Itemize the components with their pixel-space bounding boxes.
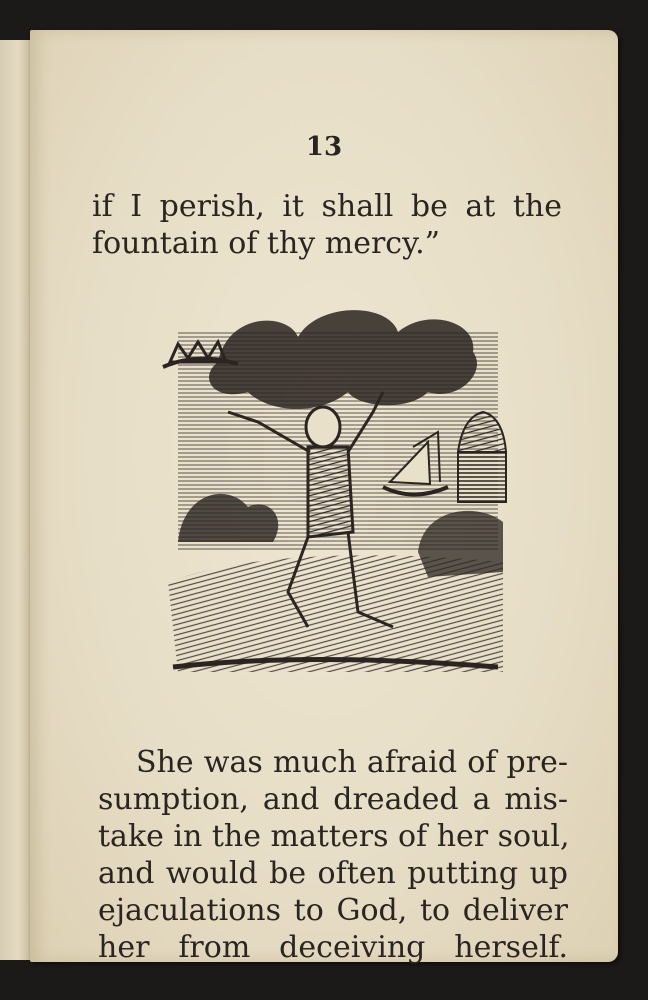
text-line: take in the matters of her soul,	[98, 819, 570, 854]
facing-page-edge	[0, 40, 31, 960]
page-number: 13	[305, 132, 343, 162]
building-icon	[458, 412, 506, 502]
book-page	[30, 30, 618, 965]
top-paragraph	[92, 188, 562, 262]
body-paragraph	[98, 744, 568, 966]
text-line: She was much afraid of pre-	[136, 745, 568, 780]
text-line: sumption, and dreaded a mis-	[98, 782, 568, 817]
text-line: ejaculations to God, to deliver	[98, 893, 568, 928]
text-line: if I perish, it shall be at the	[92, 189, 562, 224]
text-line: and would be often putting up	[98, 856, 568, 891]
text-line: fountain of thy mercy.”	[92, 226, 440, 261]
text-line: her from deceiving herself.	[98, 930, 568, 965]
ground-hatching	[168, 555, 503, 672]
woodcut-illustration	[158, 292, 508, 682]
